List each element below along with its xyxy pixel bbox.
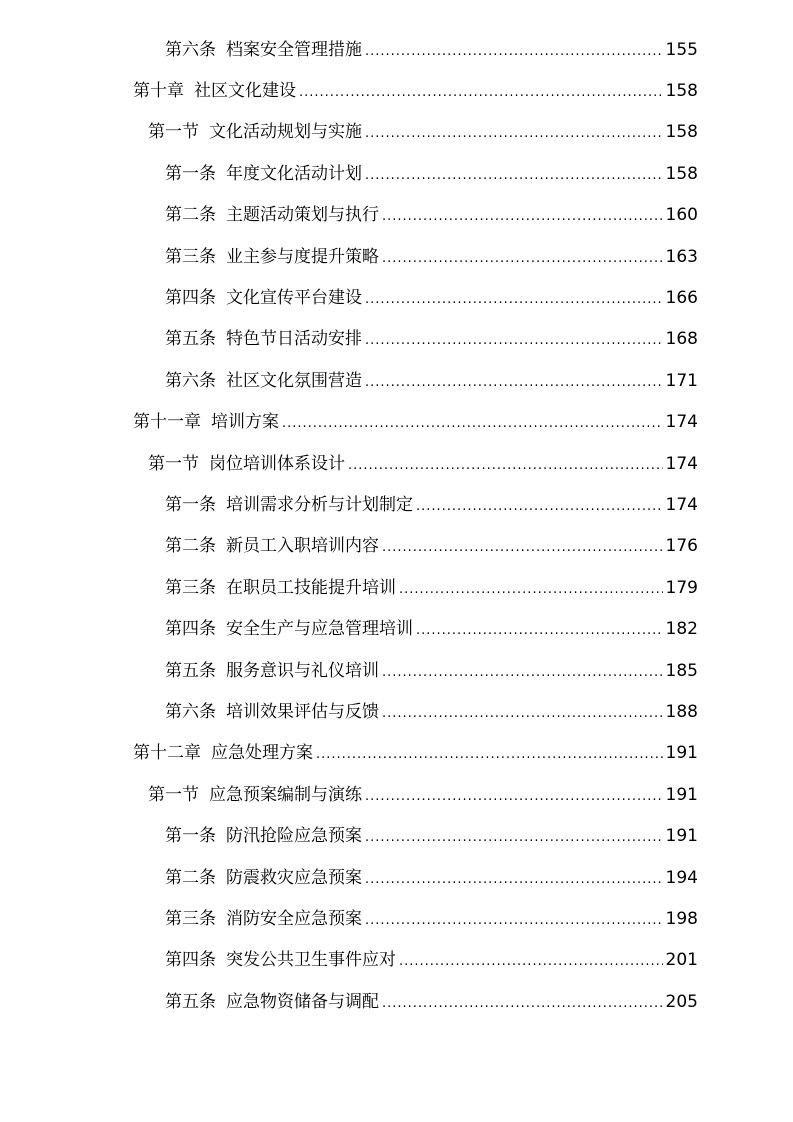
toc-entry-article[interactable]: [0, 609, 793, 650]
toc-entry-label: [165, 950, 396, 970]
toc-dot-leader: [365, 166, 663, 186]
toc-entry-title: 突发公共卫生事件应对: [226, 950, 396, 971]
toc-entry-title: 培训需求分析与计划制定: [226, 494, 413, 515]
toc-entry-chapter[interactable]: [0, 71, 793, 112]
toc-entry-line: [165, 826, 698, 848]
toc-entry-label: [165, 40, 362, 60]
toc-page-number: 163: [665, 246, 698, 267]
toc-entry-label: [165, 702, 379, 722]
toc-entry-title: 档案安全管理措施: [226, 39, 362, 60]
toc-dot-leader: [365, 290, 663, 310]
toc-entry-article[interactable]: [0, 899, 793, 940]
toc-entry-label: [165, 247, 379, 267]
toc-entry-number: 第一条: [165, 163, 216, 184]
toc-page-number: 182: [665, 619, 698, 640]
toc-page-number: 158: [665, 122, 698, 143]
toc-entry-number: 第四条: [165, 619, 216, 640]
toc-page-number: 174: [665, 453, 698, 474]
toc-entry-number: 第十二章: [133, 743, 201, 764]
toc-page-number: 198: [665, 908, 698, 929]
toc-entry-article[interactable]: [0, 485, 793, 526]
toc-entry-label: [165, 578, 396, 598]
toc-entry-title: 新员工入职培训内容: [226, 536, 379, 557]
toc-dot-leader: [365, 331, 663, 351]
toc-page-number: 205: [665, 991, 698, 1012]
toc-entry-article[interactable]: [0, 154, 793, 195]
toc-entry-line: [165, 992, 698, 1014]
toc-page-number: 191: [665, 784, 698, 805]
toc-entry-line: [165, 371, 698, 393]
toc-entry-label: [165, 164, 362, 184]
toc-entry-number: 第五条: [165, 329, 216, 350]
toc-entry-line: [165, 702, 698, 724]
toc-entry-number: 第一节: [148, 784, 199, 805]
toc-dot-leader: [365, 373, 663, 393]
toc-page-number: 185: [665, 660, 698, 681]
toc-dot-leader: [365, 124, 663, 144]
toc-entry-label: [165, 205, 379, 225]
toc-entry-title: 特色节日活动安排: [226, 329, 362, 350]
toc-page-number: 160: [665, 205, 698, 226]
toc-entry-line: [165, 495, 698, 517]
toc-dot-leader: [365, 42, 663, 62]
toc-entry-article[interactable]: [0, 237, 793, 278]
toc-entry-number: 第三条: [165, 577, 216, 598]
toc-entry-line: [165, 40, 698, 62]
toc-entry-number: 第三条: [165, 908, 216, 929]
toc-page-number: 194: [665, 867, 698, 888]
toc-page-number: 174: [665, 412, 698, 433]
toc-entry-article[interactable]: [0, 816, 793, 857]
toc-dot-leader: [316, 745, 663, 765]
toc-dot-leader: [382, 207, 663, 227]
toc-dot-leader: [382, 538, 663, 558]
toc-entry-label: [148, 454, 345, 474]
toc-entry-section[interactable]: [0, 444, 793, 485]
toc-entry-number: 第一节: [148, 453, 199, 474]
toc-entry-number: 第五条: [165, 991, 216, 1012]
toc-dot-leader: [382, 994, 663, 1014]
toc-entry-title: 安全生产与应急管理培训: [226, 619, 413, 640]
toc-entry-label: [165, 371, 362, 391]
toc-entry-number: 第一条: [165, 494, 216, 515]
toc-entry-title: 主题活动策划与执行: [226, 205, 379, 226]
toc-page-number: 191: [665, 826, 698, 847]
toc-entry-article[interactable]: [0, 858, 793, 899]
toc-page-number: 171: [665, 370, 698, 391]
toc-entry-article[interactable]: [0, 692, 793, 733]
toc-entry-number: 第二条: [165, 205, 216, 226]
toc-entry-chapter[interactable]: [0, 734, 793, 775]
toc-dot-leader: [399, 952, 663, 972]
toc-entry-number: 第一条: [165, 826, 216, 847]
toc-entry-title: 服务意识与礼仪培训: [226, 660, 379, 681]
toc-entry-line: [165, 536, 698, 558]
toc-dot-leader: [382, 663, 663, 683]
toc-entry-article[interactable]: [0, 982, 793, 1023]
toc-entry-number: 第十章: [133, 81, 184, 102]
toc-entry-label: [133, 743, 313, 763]
toc-entry-article[interactable]: [0, 278, 793, 319]
toc-entry-title: 社区文化建设: [194, 81, 296, 102]
toc-dot-leader: [299, 83, 663, 103]
toc-entry-label: [148, 785, 362, 805]
toc-dot-leader: [399, 580, 663, 600]
toc-entry-line: [133, 412, 698, 434]
toc-entry-label: [165, 909, 362, 929]
toc-dot-leader: [382, 704, 663, 724]
toc-entry-label: [165, 329, 362, 349]
toc-entry-number: 第二条: [165, 867, 216, 888]
toc-entry-line: [165, 578, 698, 600]
toc-entry-title: 业主参与度提升策略: [226, 246, 379, 267]
toc-dot-leader: [416, 497, 663, 517]
toc-entry-title: 文化宣传平台建设: [226, 288, 362, 309]
toc-page-number: 158: [665, 81, 698, 102]
toc-entry-line: [165, 619, 698, 641]
toc-entry-number: 第六条: [165, 39, 216, 60]
toc-entry-article[interactable]: [0, 941, 793, 982]
toc-entry-number: 第三条: [165, 246, 216, 267]
toc-entry-line: [165, 868, 698, 890]
toc-dot-leader: [348, 456, 663, 476]
toc-page-number: 191: [665, 743, 698, 764]
toc-page-number: 166: [665, 288, 698, 309]
toc-entry-title: 防汛抢险应急预案: [226, 826, 362, 847]
toc-dot-leader: [365, 828, 663, 848]
toc-entry-label: [148, 122, 362, 142]
table-of-contents: [0, 30, 793, 1023]
toc-entry-article[interactable]: [0, 30, 793, 71]
toc-entry-label: [165, 495, 413, 515]
toc-page-number: 158: [665, 163, 698, 184]
toc-entry-title: 岗位培训体系设计: [209, 453, 345, 474]
toc-page-number: 188: [665, 701, 698, 722]
toc-entry-line: [165, 288, 698, 310]
toc-dot-leader: [365, 787, 663, 807]
toc-entry-section[interactable]: [0, 775, 793, 816]
toc-entry-label: [133, 412, 279, 432]
toc-entry-line: [148, 785, 698, 807]
toc-entry-number: 第六条: [165, 370, 216, 391]
toc-entry-article[interactable]: [0, 651, 793, 692]
toc-dot-leader: [365, 911, 663, 931]
toc-entry-number: 第五条: [165, 660, 216, 681]
toc-entry-line: [133, 81, 698, 103]
toc-entry-line: [165, 205, 698, 227]
toc-dot-leader: [282, 414, 663, 434]
toc-entry-title: 社区文化氛围营造: [226, 370, 362, 391]
toc-entry-title: 应急物资储备与调配: [226, 991, 379, 1012]
toc-page-number: 176: [665, 536, 698, 557]
toc-entry-title: 应急处理方案: [211, 743, 313, 764]
toc-entry-title: 在职员工技能提升培训: [226, 577, 396, 598]
toc-entry-title: 消防安全应急预案: [226, 908, 362, 929]
toc-page-number: 201: [665, 950, 698, 971]
toc-entry-label: [165, 536, 379, 556]
toc-dot-leader: [365, 870, 663, 890]
toc-page-number: 155: [665, 39, 698, 60]
toc-entry-number: 第二条: [165, 536, 216, 557]
toc-entry-label: [165, 826, 362, 846]
toc-entry-title: 防震救灾应急预案: [226, 867, 362, 888]
toc-page-number: 174: [665, 494, 698, 515]
toc-entry-label: [165, 661, 379, 681]
toc-entry-article[interactable]: [0, 361, 793, 402]
toc-entry-number: 第六条: [165, 701, 216, 722]
toc-page-number: 179: [665, 577, 698, 598]
toc-entry-label: [165, 868, 362, 888]
toc-entry-chapter[interactable]: [0, 403, 793, 444]
toc-entry-line: [165, 164, 698, 186]
toc-entry-label: [165, 992, 379, 1012]
toc-entry-article[interactable]: [0, 568, 793, 609]
toc-entry-title: 应急预案编制与演练: [209, 784, 362, 805]
toc-entry-article[interactable]: [0, 196, 793, 237]
toc-entry-label: [133, 81, 296, 101]
toc-entry-article[interactable]: [0, 527, 793, 568]
toc-entry-line: [165, 909, 698, 931]
toc-entry-line: [133, 743, 698, 765]
toc-page-number: 168: [665, 329, 698, 350]
toc-entry-number: 第四条: [165, 288, 216, 309]
toc-dot-leader: [416, 621, 663, 641]
toc-entry-title: 培训效果评估与反馈: [226, 701, 379, 722]
toc-entry-label: [165, 288, 362, 308]
toc-entry-line: [165, 247, 698, 269]
toc-entry-number: 第四条: [165, 950, 216, 971]
toc-entry-title: 文化活动规划与实施: [209, 122, 362, 143]
toc-entry-line: [165, 950, 698, 972]
toc-entry-line: [148, 454, 698, 476]
toc-entry-line: [165, 661, 698, 683]
toc-entry-title: 年度文化活动计划: [226, 163, 362, 184]
toc-entry-number: 第十一章: [133, 412, 201, 433]
toc-entry-section[interactable]: [0, 113, 793, 154]
toc-entry-title: 培训方案: [211, 412, 279, 433]
toc-entry-line: [148, 122, 698, 144]
toc-entry-label: [165, 619, 413, 639]
toc-dot-leader: [382, 249, 663, 269]
toc-entry-number: 第一节: [148, 122, 199, 143]
toc-entry-line: [165, 329, 698, 351]
toc-entry-article[interactable]: [0, 320, 793, 361]
